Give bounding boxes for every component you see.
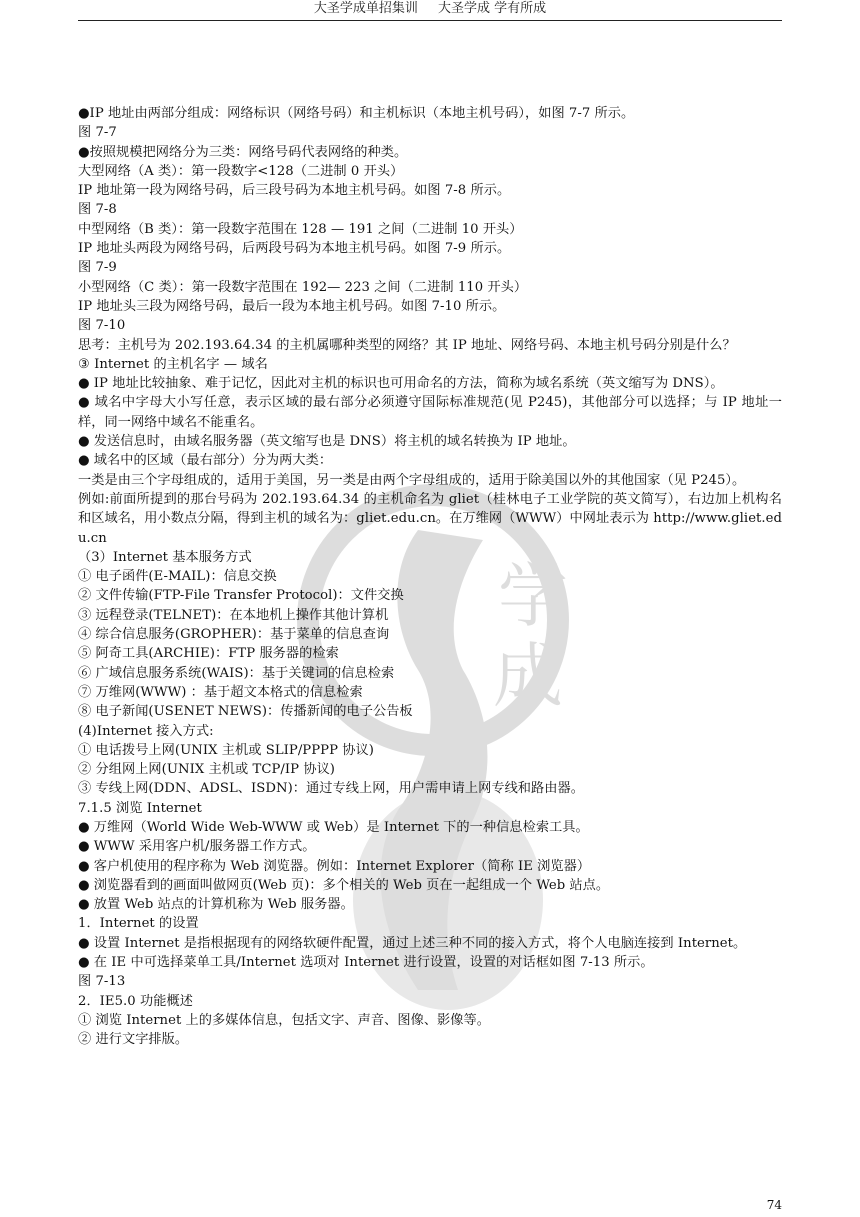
text-line: 思考：主机号为 202.193.64.34 的主机属哪种类型的网络？其 IP 地址、网络号码、本地主机号码分别是什么？: [78, 337, 736, 353]
text-line: IP 地址第一段为网络号码，后三段号码为本地主机号码。如图 7-8 所示。: [78, 183, 511, 199]
list-item: ② 分组网上网(UNIX 主机或 TCP/IP 协议): [78, 762, 336, 778]
section-heading: (4)Internet 接入方式:: [78, 723, 214, 739]
figure-caption: 图 7-7: [78, 125, 117, 141]
section-heading: 2．IE5.0 功能概述: [78, 993, 193, 1009]
list-item: ⑧ 电子新闻(USENET NEWS)：传播新闻的电子公告板: [78, 704, 413, 720]
bullet-item: ● IP 地址比较抽象、难于记忆，因此对主机的标识也可用命名的方法，简称为域名系统（英文缩写为 DNS）。: [78, 376, 724, 392]
list-item: ⑥ 广域信息服务系统(WAIS)：基于关键词的信息检索: [78, 665, 395, 681]
list-item: ① 电话拨号上网(UNIX 主机或 SLIP/PPPP 协议): [78, 742, 374, 758]
list-item: ⑤ 阿奇工具(ARCHIE)：FTP 服务器的检索: [78, 646, 339, 662]
text-line: 小型网络（C 类）：第一段数字范围在 192— 223 之间（二进制 110 开头）: [78, 279, 528, 295]
list-item: ① 浏览 Internet 上的多媒体信息，包括文字、声音、图像、影像等。: [78, 1012, 491, 1028]
header-school-name: 大圣学成单招集训: [313, 1, 418, 16]
list-item: ② 文件传输(FTP-File Transfer Protocol)：文件交换: [78, 588, 404, 604]
text-line: IP 地址头两段为网络号码，后两段号码为本地主机号码。如图 7-9 所示。: [78, 241, 511, 257]
list-item: ④ 综合信息服务(GROPHER)：基于菜单的信息查询: [78, 627, 390, 643]
list-item: ① 电子函件(E-MAIL)：信息交换: [78, 569, 277, 585]
bullet-item: ● 客户机使用的程序称为 Web 浏览器。例如：Internet Explorer（简称 IE 浏览器）: [78, 858, 591, 874]
text-line: ●按照规模把网络分为三类：网络号码代表网络的种类。: [78, 144, 408, 160]
list-item: ③ 专线上网(DDN、ADSL、ISDN)：通过专线上网，用户需申请上网专线和路由器。: [78, 781, 584, 797]
bullet-item: ● 域名中字母大小写任意，表示区域的最右部分必须遵守国际标准规范(见 P245)，其他部分可以选择；与 IP 地址一样，同一网络中域名不能重名。: [78, 395, 782, 430]
watermark-char-1: 学: [498, 555, 568, 637]
text-line: 中型网络（B 类）：第一段数字范围在 128 — 191 之间（二进制 10 开头）: [78, 221, 523, 237]
figure-caption: 图 7-8: [78, 202, 117, 218]
figure-caption: 图 7-9: [78, 260, 117, 276]
figure-caption: 图 7-10: [78, 318, 126, 334]
section-heading: 1．Internet 的设置: [78, 916, 199, 932]
bullet-item: ● 设置 Internet 是指根据现有的网络软硬件配置，通过上述三种不同的接入方式，将个人电脑连接到 Internet。: [78, 935, 747, 951]
text-line: ●IP 地址由两部分组成：网络标识（网络号码）和主机标识（本地主机号码），如图 7-7 所示。: [78, 106, 635, 121]
section-heading: ③ Internet 的主机名字 — 域名: [78, 356, 268, 372]
bullet-item: ● 发送信息时，由域名服务器（英文缩写也是 DNS）将主机的域名转换为 IP 地址。: [78, 434, 576, 450]
section-heading: （3）Internet 基本服务方式: [78, 549, 252, 565]
page-header: [78, 0, 782, 21]
list-item: ② 进行文字排版。: [78, 1032, 189, 1048]
document-body: [78, 104, 782, 1050]
list-item: ⑦ 万维网(WWW) ：基于超文本格式的信息检索: [78, 684, 363, 700]
header-slogan: 大圣学成 学有所成: [438, 1, 547, 16]
bullet-item: ● 在 IE 中可选择菜单工具/Internet 选项对 Internet 进行设置，设置的对话框如图 7-13 所示。: [78, 955, 654, 971]
bullet-item: ● 浏览器看到的画面叫做网页(Web 页)：多个相关的 Web 页在一起组成一个 Web 站点。: [78, 877, 610, 893]
bullet-item: ● 放置 Web 站点的计算机称为 Web 服务器。: [78, 897, 354, 913]
text-line: 例如:前面所提到的那台号码为 202.193.64.34 的主机命名为 gliet（桂林电子工业学院的英文简写），右边加上机构名和区域名，用小数点分隔，得到主机的域名为：gliet.edu.cn。在万维网（WWW）中网址表示为 http://www.gliet.edu.cn: [78, 491, 782, 546]
list-item: ③ 远程登录(TELNET)：在本地机上操作其他计算机: [78, 607, 389, 623]
page-number: 74: [766, 1198, 782, 1212]
text-line: 大型网络（A 类）：第一段数字<128（二进制 0 开头）: [78, 163, 404, 179]
text-line: 一类是由三个字母组成的，适用于美国，另一类是由两个字母组成的，适用于除美国以外的其他国家（见 P245）。: [78, 472, 746, 488]
bullet-item: ● 万维网（World Wide Web-WWW 或 Web）是 Internet 下的一种信息检索工具。: [78, 819, 589, 835]
section-heading: 7.1.5 浏览 Internet: [78, 800, 202, 816]
bullet-item: ● WWW 采用客户机/服务器工作方式。: [78, 839, 316, 855]
text-line: IP 地址头三段为网络号码，最后一段为本地主机号码。如图 7-10 所示。: [78, 298, 506, 314]
bullet-item: ● 域名中的区域（最右部分）分为两大类：: [78, 453, 333, 469]
figure-caption: 图 7-13: [78, 974, 126, 990]
watermark-char-2: 成: [493, 635, 563, 717]
